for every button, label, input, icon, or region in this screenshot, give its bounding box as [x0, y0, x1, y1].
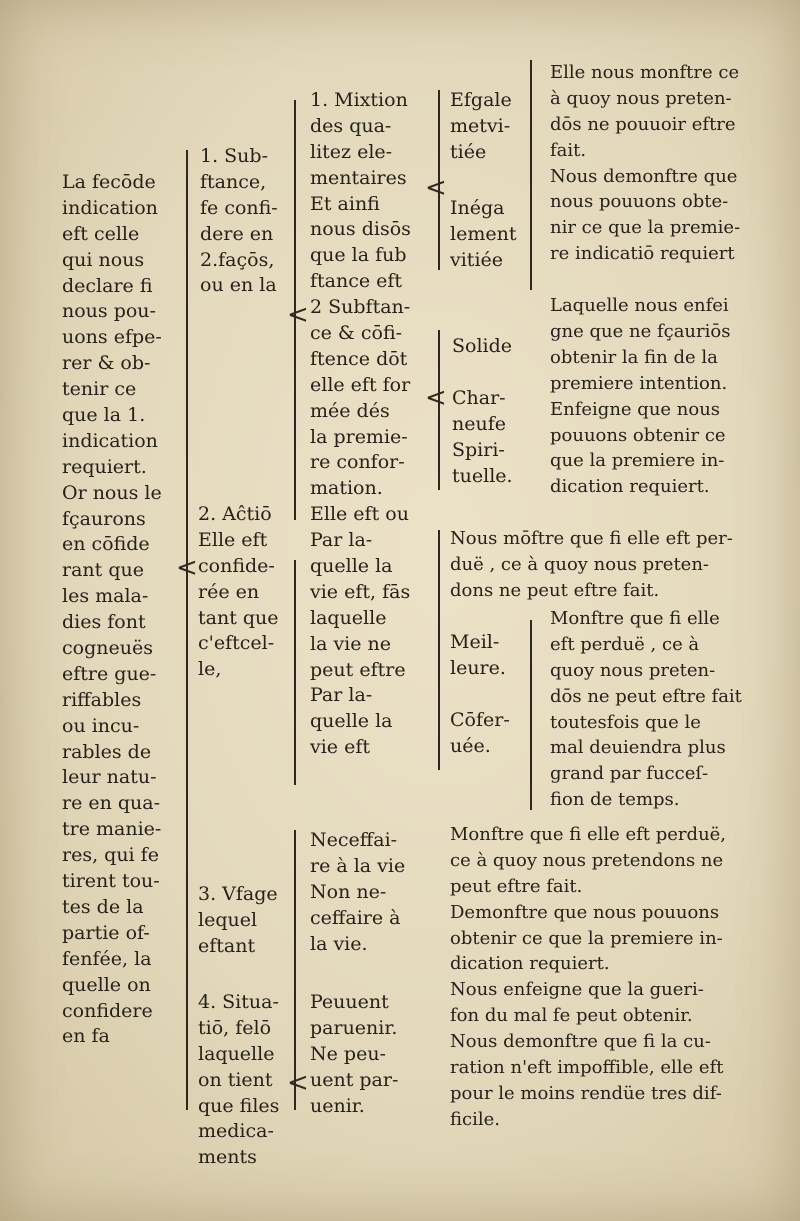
text-line: nous disōs — [310, 218, 411, 241]
text-line: quelle on — [62, 973, 151, 996]
text-line: quelle la — [310, 555, 393, 578]
text-line: pouuons obtenir ce — [550, 424, 726, 446]
brace-line — [294, 560, 296, 785]
text-line: leur natu- — [62, 766, 157, 789]
text-line: uons efpe- — [62, 326, 162, 349]
text-line: Demonftre que nous pouuons — [450, 901, 720, 923]
text-line: eft celle — [62, 222, 140, 245]
text-line: peut eftre fait. — [450, 875, 583, 897]
text-line: la vie. — [310, 932, 368, 955]
text-line: nir ce que la premie- — [550, 217, 741, 239]
text-line: Cōfer- — [450, 708, 510, 731]
text-line: on tient — [198, 1068, 273, 1091]
text-line: rant que — [62, 559, 144, 582]
brace-point: < — [287, 1068, 309, 1098]
text-line: les mala- — [62, 585, 149, 608]
text-line: 1. Sub- — [200, 145, 269, 167]
text-line: ou en la — [200, 274, 277, 297]
text-line: que la fub — [310, 244, 407, 267]
text-line: mation. — [310, 477, 383, 500]
text-line: Enfeigne que nous — [550, 398, 721, 420]
text-line: tre manie- — [62, 818, 162, 841]
text-line: vitiée — [450, 248, 504, 271]
text-line: tiō, felō — [198, 1016, 272, 1039]
text-column-4-mid — [450, 196, 516, 274]
text-line: medica- — [198, 1120, 274, 1143]
text-line: laquelle — [198, 1042, 275, 1065]
text-line: confide- — [198, 554, 275, 577]
text-line: quoy nous preten- — [550, 659, 716, 681]
text-line: 1. Mixtion — [310, 89, 408, 111]
text-line: uent par- — [310, 1068, 399, 1091]
text-line: res, qui fe — [62, 844, 159, 867]
text-line: que files — [198, 1094, 280, 1117]
text-line: leure. — [450, 656, 506, 679]
text-line: fon du mal fe peut obtenir. — [450, 1005, 693, 1027]
text-line: re à la vie — [310, 854, 406, 877]
text-line: Ne peu- — [310, 1042, 386, 1065]
text-line: laquelle — [310, 606, 387, 629]
text-line: Efgale — [450, 89, 512, 111]
text-line: mal deuiendra plus — [550, 737, 726, 759]
text-line: la vie ne — [310, 632, 392, 655]
text-line: ou incu- — [62, 714, 140, 737]
text-line: rables de — [62, 740, 152, 763]
text-line: requiert. — [62, 455, 147, 478]
text-column-3 — [310, 88, 411, 761]
text-line: re en qua- — [62, 792, 161, 815]
text-column-5-mid — [550, 606, 742, 813]
text-column-4-top — [450, 88, 512, 166]
text-column-3-bottom — [310, 828, 405, 957]
text-line: re indicatiō requiert — [550, 243, 735, 265]
text-line: ments — [198, 1146, 257, 1169]
text-line: Meil- — [450, 631, 500, 653]
text-line: Peuuent — [310, 991, 389, 1013]
text-line: eftre gue- — [62, 662, 157, 685]
text-line: metvi- — [450, 114, 511, 137]
text-line: indication — [62, 429, 158, 452]
text-line: cogneuës — [62, 637, 153, 660]
text-line: paruenir. — [310, 1016, 398, 1039]
text-line: eftant — [198, 934, 256, 957]
text-line: tenir ce — [62, 378, 137, 401]
text-line: vie eft, fās — [310, 580, 411, 603]
text-line: fait. — [550, 139, 587, 161]
text-line: dōs ne peut eftre fait — [550, 685, 742, 707]
text-line: partie of- — [62, 921, 150, 944]
text-line: obtenir ce que la premiere in- — [450, 927, 723, 949]
text-line: 4. Situa- — [198, 991, 279, 1013]
brace-point: < — [176, 553, 198, 583]
text-line: vie eft — [310, 736, 371, 759]
text-column-3-bottom-2 — [310, 990, 398, 1119]
text-column-5-wide — [450, 526, 733, 604]
text-line: en fa — [62, 1025, 110, 1048]
text-column-2-bottom — [198, 882, 278, 960]
brace-point: < — [425, 173, 447, 203]
brace-point: < — [425, 383, 447, 413]
text-line: tirent tou- — [62, 870, 160, 893]
text-line: re confor- — [310, 451, 405, 474]
text-line: lement — [450, 222, 517, 245]
text-line: Or nous le — [62, 481, 162, 504]
text-column-5-bottom — [450, 822, 726, 1133]
text-line: 2.façōs, — [200, 248, 275, 271]
text-line: mentaires — [310, 166, 407, 189]
text-line: Nous demonftre que — [550, 165, 738, 187]
text-line: pour le moins rendüe tres dif- — [450, 1082, 722, 1104]
text-line: ftance, — [200, 170, 267, 193]
brace-line — [530, 620, 532, 810]
text-line: ration n'eft impoffible, elle eft — [450, 1057, 724, 1079]
text-line: Et ainfi — [310, 192, 380, 215]
text-line: des qua- — [310, 114, 392, 137]
text-line: le, — [198, 658, 222, 681]
text-column-4-lower — [452, 334, 513, 489]
brace-point: < — [287, 300, 309, 330]
text-line: c'eftcel- — [198, 632, 275, 655]
text-line: Nous mōftre que fi elle eft per- — [450, 528, 733, 549]
text-line: rée en — [198, 580, 260, 603]
text-line: Monftre que fi elle eft perduë, — [450, 824, 727, 845]
text-line: ce à quoy nous pretendons ne — [450, 849, 724, 871]
text-line: Elle eft ou — [310, 503, 409, 526]
text-line: quelle la — [310, 710, 393, 733]
text-line: Inéga — [450, 197, 505, 219]
text-line: que la 1. — [62, 404, 146, 427]
text-line: que la premiere in- — [550, 450, 725, 472]
text-column-2-mid — [198, 502, 279, 683]
text-line: toutesfois que le — [550, 711, 701, 733]
text-line: Solide — [452, 335, 513, 357]
text-column-1 — [62, 170, 162, 1050]
text-line: la premie- — [310, 425, 408, 448]
text-line: Monftre que fi elle — [550, 608, 720, 629]
text-line: Nous enfeigne que la gueri- — [450, 979, 704, 1001]
text-line: riffables — [62, 688, 142, 711]
text-line: grand par fucceſ- — [550, 763, 709, 785]
text-line: neufe — [452, 412, 506, 435]
text-line: fçaurons — [62, 507, 146, 530]
text-line: dōs ne pouuoir eftre — [550, 113, 736, 135]
text-line: Par la- — [310, 684, 373, 707]
brace-line — [438, 530, 440, 770]
text-line: rer & ob- — [62, 352, 151, 375]
text-line: Elle eft — [198, 528, 268, 551]
text-line: ceffaire à — [310, 906, 401, 929]
text-line: eft perduë , ce à — [550, 633, 700, 655]
text-line: ce & cōfi- — [310, 322, 403, 345]
text-column-4-bottom — [450, 630, 510, 760]
text-line: Laquelle nous enfei — [550, 295, 729, 317]
text-line: Elle nous monftre ce — [550, 62, 740, 83]
text-line: declare fi — [62, 274, 153, 297]
brace-line — [186, 150, 188, 1110]
text-line: fenfée, la — [62, 947, 152, 970]
text-column-2-top — [200, 144, 278, 299]
text-line: tiée — [450, 140, 487, 163]
text-line: dication requiert. — [550, 476, 710, 498]
text-line: Neceffai- — [310, 829, 398, 851]
text-line: 3. Vfage — [198, 883, 278, 905]
text-line: fe confi- — [200, 196, 278, 219]
text-line: uenir. — [310, 1094, 365, 1117]
text-column-5 — [550, 60, 740, 500]
text-line: Par la- — [310, 529, 373, 552]
text-line: mée dés — [310, 399, 390, 422]
text-line: à quoy nous preten- — [550, 87, 732, 109]
brace-line — [530, 60, 532, 290]
text-line: dication requiert. — [450, 953, 610, 975]
text-line: tes de la — [62, 895, 144, 918]
text-line: premiere intention. — [550, 372, 728, 394]
text-line: obtenir la fin de la — [550, 346, 718, 368]
text-line: Spiri- — [452, 438, 505, 461]
text-line: La fecōde — [62, 171, 156, 193]
text-line: duë , ce à quoy nous preten- — [450, 553, 710, 575]
text-line: elle eft for — [310, 373, 411, 396]
text-line: nous pou- — [62, 300, 156, 323]
text-line: qui nous — [62, 248, 145, 271]
text-line: 2. Aĉtiō — [198, 503, 272, 525]
text-line: en cōfide — [62, 533, 150, 556]
text-line: lequel — [198, 908, 258, 931]
text-line: fion de temps. — [550, 789, 680, 811]
text-line: indication — [62, 196, 158, 219]
text-line: Nous demonftre que fi la cu- — [450, 1031, 711, 1053]
text-line: dons ne peut eftre fait. — [450, 579, 660, 601]
text-line: uée. — [450, 734, 491, 757]
text-line: dere en — [200, 222, 274, 245]
text-line: ftance eft — [310, 270, 403, 293]
text-line: ficile. — [450, 1108, 500, 1130]
text-line: Char- — [452, 386, 506, 409]
text-line: nous pouuons obte- — [550, 191, 729, 213]
text-column-2-bottom-2 — [198, 990, 279, 1171]
text-line: gne que ne fçauriōs — [550, 321, 731, 343]
text-line: litez ele- — [310, 140, 393, 163]
text-line: ftence dōt — [310, 347, 408, 370]
text-line: tant que — [198, 606, 279, 629]
text-line: tuelle. — [452, 464, 513, 487]
text-line: dies font — [62, 611, 146, 634]
text-line: peut eftre — [310, 658, 406, 681]
text-line: 2 Subftan- — [310, 296, 411, 319]
text-line: Non ne- — [310, 880, 387, 903]
text-line: confidere — [62, 999, 153, 1022]
